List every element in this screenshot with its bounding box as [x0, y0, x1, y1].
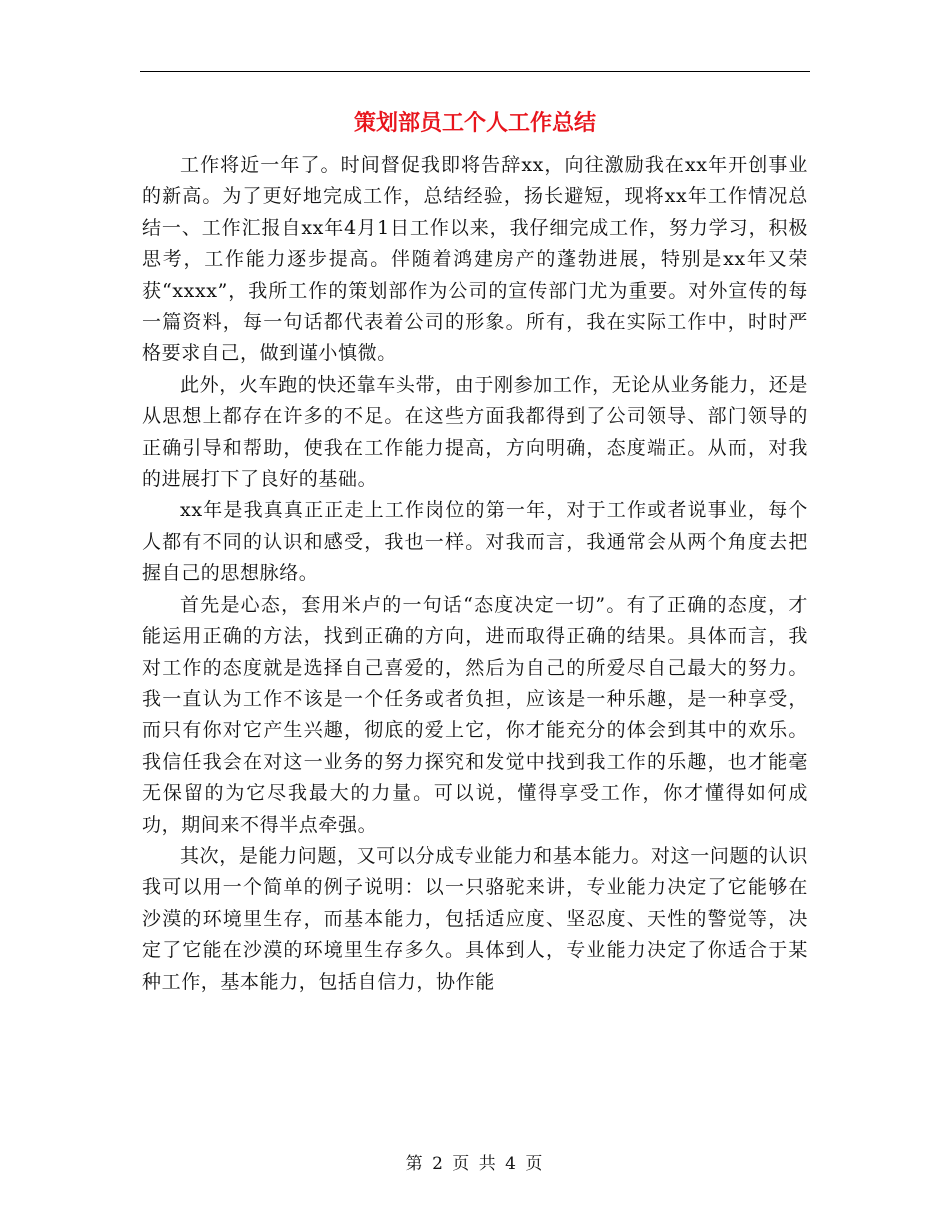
document-title: 策划部员工个人工作总结 [353, 111, 596, 136]
paragraph: 其次，是能力问题，又可以分成专业能力和基本能力。对这一问题的认识我可以用一个简单的例子说明：以一只骆驼来讲，专业能力决定了它能够在沙漠的环境里生存，而基本能力，包括适应度、坚忍度、天性的警觉等，决定了它能在沙漠的环境里生存多久。具体到人，专业能力决定了你适合于某种工作，基本能力，包括自信力，协作能 [142, 844, 808, 993]
document-body [142, 150, 808, 998]
header-rule [140, 71, 810, 72]
page-number-footer: 第 2 页 共 4 页 [405, 1154, 545, 1174]
paragraph: 工作将近一年了。时间督促我即将告辞xx，向往激励我在xx年开创事业的新高。为了更好地完成工作，总结经验，扬长避短，现将xx年工作情况总结一、工作汇报自xx年4月1日工作以来，我仔细完成工作，努力学习，积极思考，工作能力逐步提高。伴随着鸿建房产的蓬勃进展，特别是xx年又荣获“xxxx”，我所工作的策划部作为公司的宣传部门尤为重要。对外宣传的每一篇资料，每一句话都代表着公司的形象。所有，我在实际工作中，时时严格要求自己，做到谨小慎微。 [142, 154, 808, 365]
paragraph: xx年是我真真正正走上工作岗位的第一年，对于工作或者说事业，每个人都有不同的认识和感受，我也一样。对我而言，我通常会从两个角度去把握自己的思想脉络。 [142, 499, 808, 585]
paragraph: 首先是心态，套用米卢的一句话“态度决定一切”。有了正确的态度，才能运用正确的方法，找到正确的方向，进而取得正确的结果。具体而言，我对工作的态度就是选择自己喜爱的，然后为自己的所爱尽自己最大的努力。我一直认为工作不该是一个任务或者负担，应该是一种乐趣，是一种享受，而只有你对它产生兴趣，彻底的爱上它，你才能充分的体会到其中的欢乐。我信任我会在对这一业务的努力探究和发觉中找到我工作的乐趣，也才能毫无保留的为它尽我最大的力量。可以说，懂得享受工作，你才懂得如何成功，期间来不得半点牵强。 [142, 593, 808, 836]
paragraph: 此外，火车跑的快还靠车头带，由于刚参加工作，无论从业务能力，还是从思想上都存在许多的不足。在这些方面我都得到了公司领导、部门领导的正确引导和帮助，使我在工作能力提高，方向明确，态度端正。从而，对我的进展打下了良好的基础。 [142, 373, 808, 491]
